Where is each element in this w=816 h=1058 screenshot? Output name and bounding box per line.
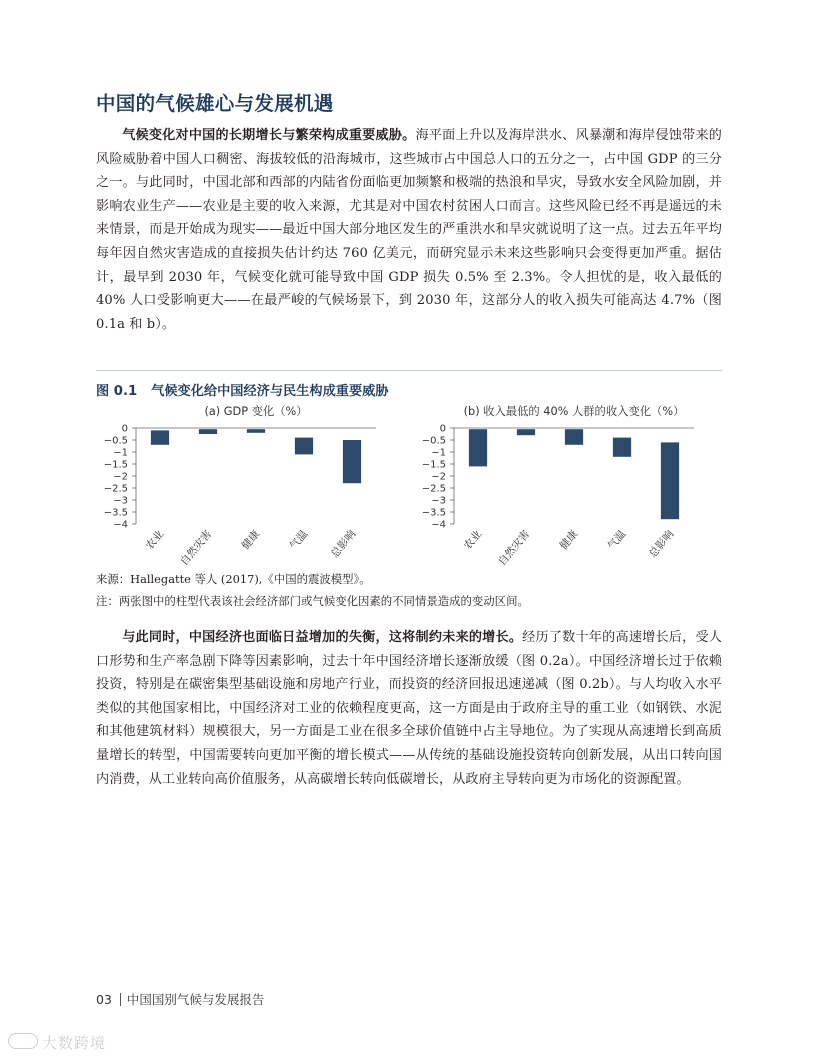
category-label: 自然灾害 bbox=[178, 528, 215, 569]
category-label: 总影响 bbox=[646, 528, 677, 561]
y-tick-label: −2 bbox=[113, 471, 128, 483]
y-tick-label: −0.5 bbox=[421, 435, 446, 447]
intro-paragraph bbox=[96, 124, 722, 336]
bar-1 bbox=[151, 430, 169, 444]
bar-1 bbox=[469, 429, 487, 466]
bar-2 bbox=[517, 429, 535, 435]
y-tick-label: −3 bbox=[113, 495, 128, 507]
chart-title: (b) 收入最低的 40% 人群的收入变化（%） bbox=[463, 405, 685, 418]
bar-4 bbox=[295, 438, 313, 455]
watermark bbox=[8, 1032, 106, 1053]
y-tick-label: −2.5 bbox=[421, 483, 446, 495]
figure-top-rule bbox=[96, 370, 722, 371]
category-label: 自然灾害 bbox=[496, 528, 533, 569]
figure-source: 来源：Hallegatte 等人 (2017),《中国的震波模型》。 bbox=[96, 572, 371, 586]
imbalance-body: 经历了数十年的高速增长后，受人口形势和生产率急剧下降等因素影响，过去十年中国经济增长逐渐放缓（图 0.2a）。中国经济增长过于依赖投资，特别是在碳密集型基础设施和房地产行业，而投资的经济回报迅速递减（图 0.2b）。与人均收入水平类似的其他国家相比，中国经济对工业的依赖程度更高，这一方面是由于政府主导的重工业（如钢铁、水泥和其他建筑材料）规模很大，另一方面是工业在很多全球价值链中占主导地位。为了实现从高速增长到高质量增长的转型，中国需要转向更加平衡的增长模式——从传统的基础设施投资转向创新发展，从出口转向国内消费，从工业转向高价值服务，从高碳增长转向低碳增长，从政府主导转向更为市场化的资源配置。 bbox=[96, 630, 723, 787]
bar-5 bbox=[661, 442, 679, 519]
page-footer bbox=[96, 990, 264, 1008]
y-tick-label: −4 bbox=[431, 519, 446, 531]
y-tick-label: −3.5 bbox=[103, 507, 128, 519]
page-number: 03 bbox=[96, 992, 112, 1007]
intro-lead: 气候变化对中国的长期增长与繁荣构成重要威胁。 bbox=[122, 128, 416, 143]
category-label: 总影响 bbox=[328, 528, 359, 561]
figure-title bbox=[96, 380, 389, 399]
chart-title: (a) GDP 变化（%） bbox=[204, 405, 308, 418]
figure-label: 图 0.1 bbox=[96, 384, 138, 399]
bar-2 bbox=[199, 429, 217, 434]
y-tick-label: 0 bbox=[439, 423, 446, 435]
footer-separator bbox=[120, 993, 121, 1006]
figure-charts bbox=[96, 398, 722, 568]
category-label: 农业 bbox=[143, 528, 167, 553]
y-tick-label: −2.5 bbox=[103, 483, 128, 495]
y-tick-label: −0.5 bbox=[103, 435, 128, 447]
category-label: 气温 bbox=[605, 528, 629, 553]
y-tick-label: −1 bbox=[113, 447, 128, 459]
imbalance-lead: 与此同时，中国经济也面临日益增加的失衡，这将制约未来的增长。 bbox=[122, 630, 523, 645]
y-tick-label: −3.5 bbox=[421, 507, 446, 519]
category-label: 农业 bbox=[461, 528, 485, 553]
y-tick-label: −2 bbox=[431, 471, 446, 483]
category-label: 气温 bbox=[287, 528, 311, 553]
page-title: 中国的气候雄心与发展机遇 bbox=[96, 92, 334, 115]
bar-3 bbox=[247, 429, 265, 433]
y-tick-label: −4 bbox=[113, 519, 128, 531]
intro-body: 海平面上升以及海岸洪水、风暴潮和海岸侵蚀带来的风险威胁着中国人口稠密、海拔较低的沿海城市，这些城市占中国总人口的五分之一，占中国 GDP 的三分之一。与此同时，中国北部和西部的内陆省份面临更加频繁和极端的热浪和旱灾，导致水安全风险加剧，并影响农业生产——农业是主要的收入来源，尤其是对中国农村贫困人口而言。这些风险已经不再是遥远的未来情景，而是开始成为现实——最近中国大部分地区发生的严重洪水和旱灾就说明了这一点。过去五年平均每年因自然灾害造成的直接损失估计约达 760 亿美元，而研究显示未来这些影响只会变得更加严重。据估计，最早到 2030 年，气候变化就可能导致中国 GDP 损失 0.5% 至 2.3%。令人担忧的是，收入最低的 40% 人口受影响更大——在最严峻的气候场景下，到 2030 年，这部分人的收入损失可能高达 4.7%（图 0.1a 和 b）。 bbox=[96, 128, 722, 332]
figure-note: 注：两张图中的柱型代表该社会经济部门或气候变化因素的不同情景造成的变动区间。 bbox=[96, 594, 529, 608]
watermark-logo-icon bbox=[8, 1033, 38, 1049]
figure-caption: 气候变化给中国经济与民生构成重要威胁 bbox=[151, 384, 389, 399]
chart-panel-income bbox=[422, 404, 694, 568]
bar-4 bbox=[613, 438, 631, 457]
bar-3 bbox=[565, 429, 583, 445]
footer-report-title: 中国国别气候与发展报告 bbox=[126, 992, 265, 1007]
category-label: 健康 bbox=[239, 528, 263, 553]
y-tick-label: 0 bbox=[121, 423, 128, 435]
y-tick-label: −1.5 bbox=[103, 459, 128, 471]
y-tick-label: −3 bbox=[431, 495, 446, 507]
bar-5 bbox=[343, 440, 361, 483]
chart-panel-gdp bbox=[104, 404, 376, 568]
category-label: 健康 bbox=[557, 528, 581, 553]
y-tick-label: −1.5 bbox=[421, 459, 446, 471]
watermark-text: 大数跨境 bbox=[42, 1034, 107, 1052]
y-tick-label: −1 bbox=[431, 447, 446, 459]
imbalance-paragraph bbox=[96, 626, 722, 791]
